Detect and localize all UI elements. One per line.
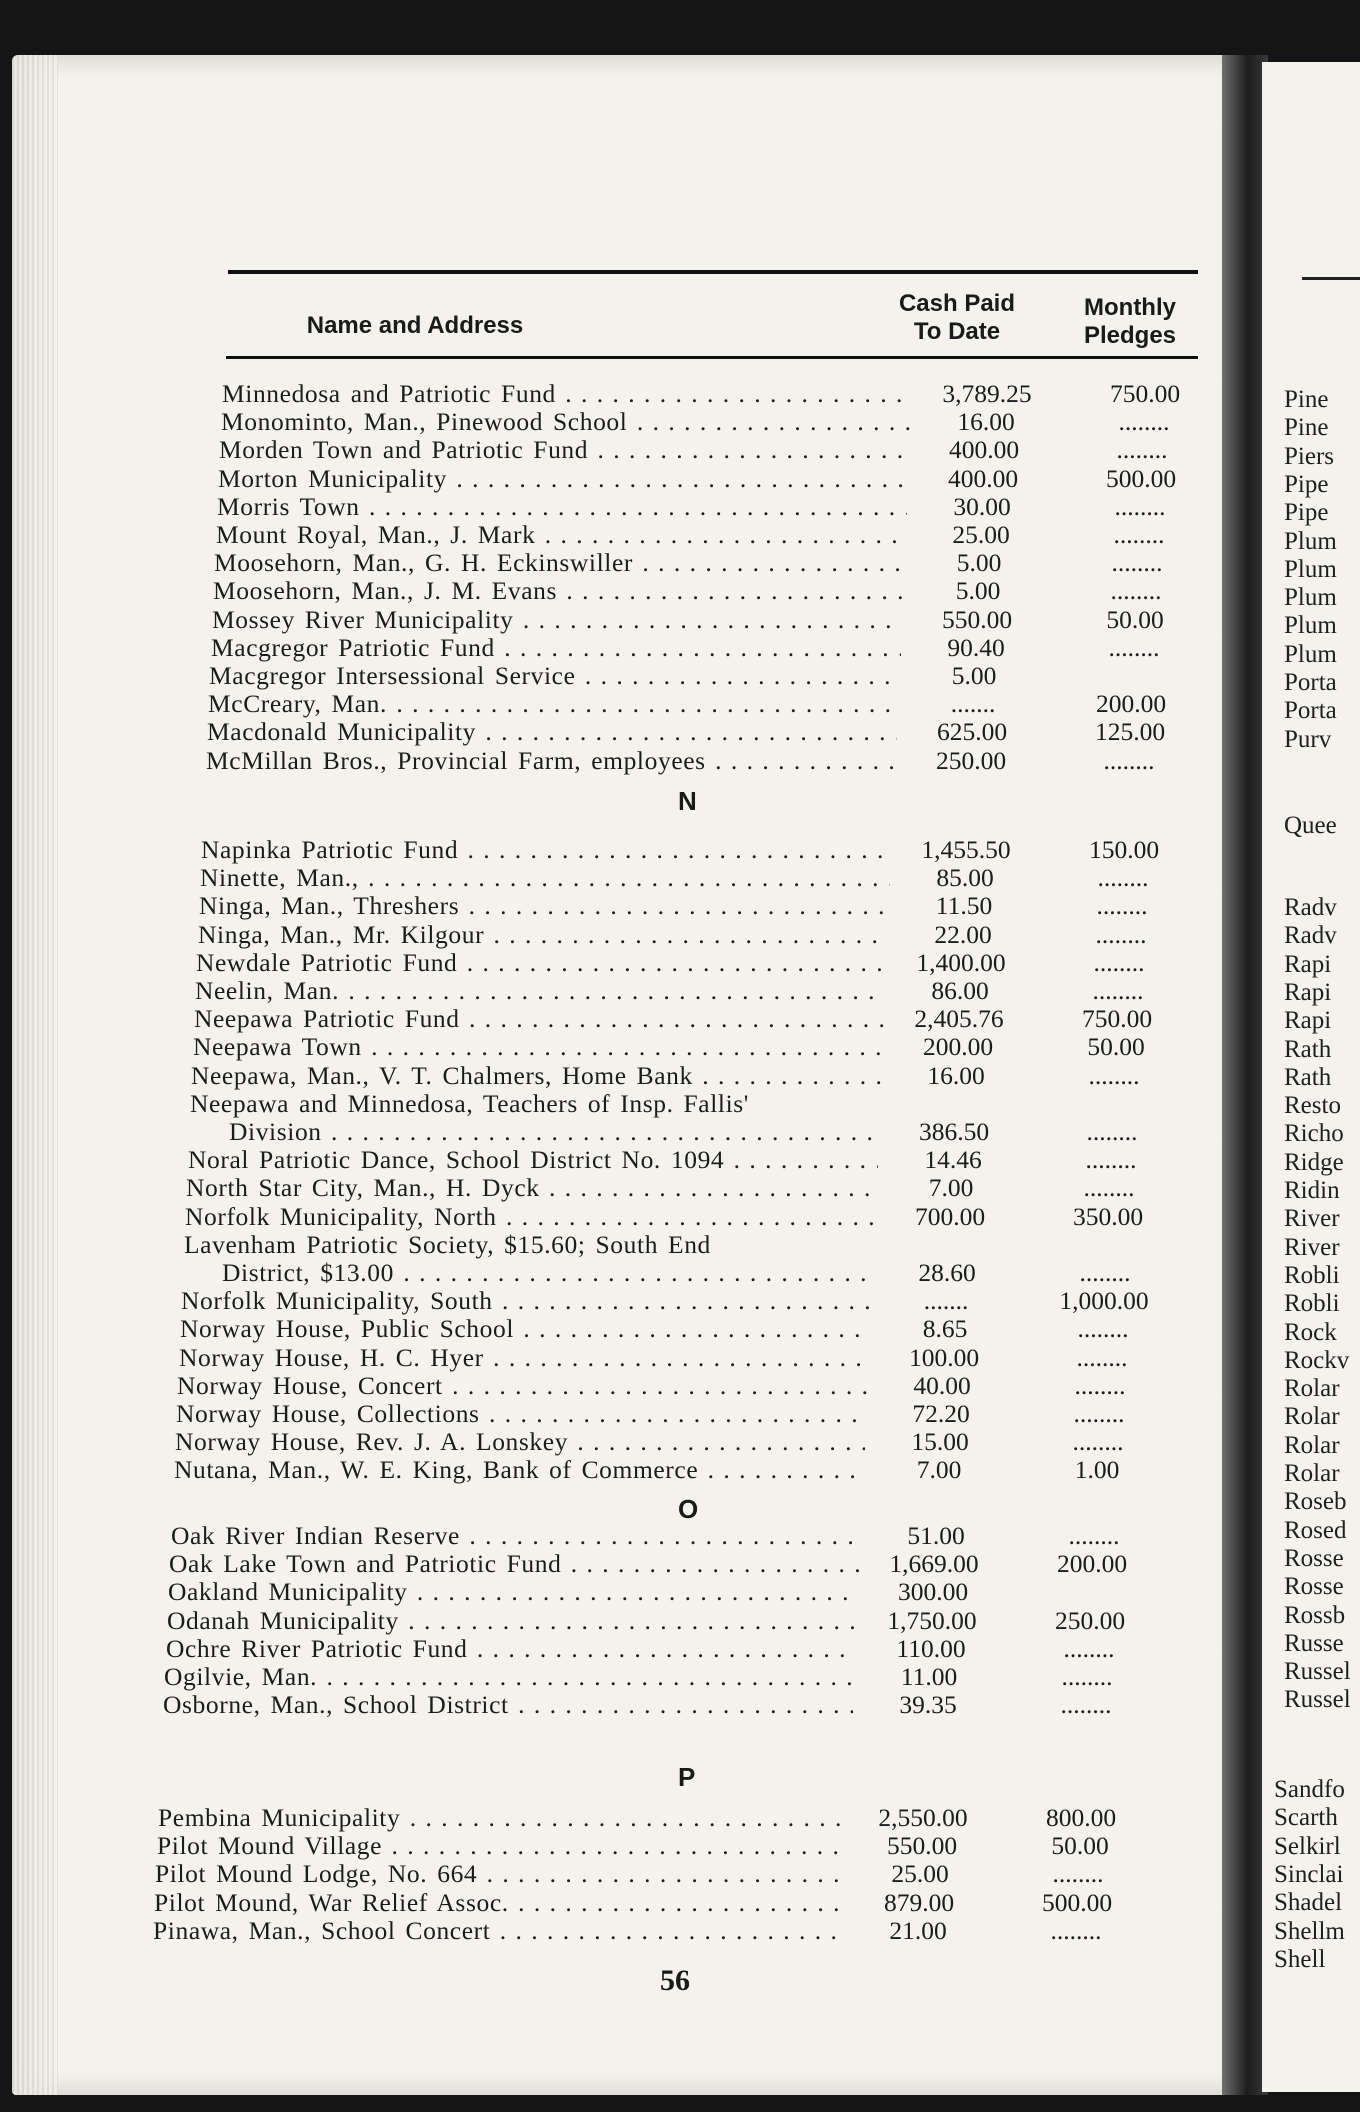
- entry-name: Division . . .: [229, 1118, 879, 1146]
- entry-monthly-pledge: 350.00: [1072, 1201, 1144, 1231]
- next-page-entry-fragment: Rath: [1284, 1035, 1332, 1063]
- table-row: [184, 1231, 1174, 1261]
- next-page-entry-fragment: Rapi: [1284, 950, 1332, 978]
- table-row: [186, 1174, 1176, 1204]
- entry-cash-paid: 2,405.76: [914, 1004, 1004, 1034]
- entry-name: Ninga, Man., Threshers . . .: [199, 892, 889, 920]
- table-row: [190, 1090, 1180, 1120]
- table-row: [158, 1804, 1148, 1834]
- table-row: [163, 1691, 1153, 1721]
- header-cash-column: Cash Paid To Date: [898, 290, 1016, 345]
- entry-cash-paid: 25.00: [891, 1859, 949, 1889]
- entry-monthly-pledge: ........: [1086, 1117, 1138, 1146]
- entry-cash-paid: 1,400.00: [916, 947, 1006, 977]
- entry-monthly-pledge: ........: [1052, 1859, 1104, 1889]
- entry-name: Moosehorn, Man., J. M. Evans . . .: [213, 577, 903, 605]
- entry-monthly-pledge: ........: [1079, 1258, 1131, 1287]
- entry-name: Neepawa, Man., V. T. Chalmers, Home Bank . . .: [191, 1062, 881, 1090]
- entry-name: Macgregor Intersessional Service . . .: [209, 662, 899, 690]
- next-page-entry-fragment: Rolar: [1284, 1403, 1340, 1431]
- entry-monthly-pledge: ........: [1116, 435, 1168, 465]
- table-row: [222, 380, 1212, 410]
- table-row: [213, 577, 1203, 607]
- entry-name: Morris Town . . .: [217, 493, 907, 521]
- next-page-entry-fragment: Porta: [1284, 669, 1337, 696]
- table-row: [188, 1146, 1178, 1176]
- entry-cash-paid: 300.00: [897, 1577, 969, 1607]
- entry-monthly-pledge: ........: [1077, 1314, 1129, 1344]
- entry-cash-paid: 51.00: [907, 1521, 965, 1550]
- entry-name: Morton Municipality . . .: [218, 465, 908, 493]
- entry-monthly-pledge: 1.00: [1074, 1455, 1120, 1485]
- next-page-entry-fragment: Plum: [1284, 612, 1337, 640]
- table-row: [171, 1522, 1161, 1552]
- entry-monthly-pledge: 750.00: [1109, 379, 1181, 408]
- entry-cash-paid: 16.00: [927, 1060, 985, 1090]
- entry-name: Macdonald Municipality . . .: [207, 718, 897, 746]
- entry-cash-paid: 7.00: [916, 1455, 962, 1485]
- entry-monthly-pledge: ........: [1073, 1399, 1125, 1428]
- table-row: [198, 921, 1188, 951]
- table-row: [180, 1315, 1170, 1345]
- table-row: [191, 1062, 1181, 1092]
- page-edge: [12, 55, 58, 2095]
- entry-name: Norway House, Public School . . .: [180, 1315, 870, 1343]
- next-page-entry-fragment: River: [1284, 1205, 1340, 1233]
- entry-name: North Star City, Man., H. Dyck . . .: [186, 1174, 876, 1202]
- next-page-entry-fragment: Rath: [1284, 1063, 1332, 1091]
- table-row: [185, 1203, 1175, 1233]
- header-name-column: Name and Address: [306, 312, 524, 339]
- next-page-entry-fragment: Rapi: [1284, 978, 1332, 1006]
- next-page-entry-fragment: Shadel: [1274, 1889, 1343, 1917]
- table-row: [196, 949, 1186, 979]
- entry-monthly-pledge: ........: [1111, 548, 1163, 578]
- entry-monthly-pledge: ........: [1113, 520, 1165, 549]
- entry-cash-paid: 250.00: [935, 745, 1007, 775]
- entry-monthly-pledge: ........: [1095, 919, 1147, 949]
- header-top-rule: [228, 270, 1198, 274]
- entry-monthly-pledge: ........: [1085, 1145, 1137, 1175]
- next-page-entry-fragment: Rolar: [1284, 1431, 1340, 1459]
- next-page-entry-fragment: Robli: [1284, 1261, 1340, 1289]
- table-row: [157, 1832, 1147, 1862]
- entry-name: Ochre River Patriotic Fund . . .: [166, 1635, 856, 1663]
- entry-monthly-pledge: ........: [1076, 1342, 1128, 1372]
- table-row: [176, 1400, 1166, 1430]
- table-row: [209, 662, 1199, 692]
- table-row: [177, 1372, 1167, 1402]
- entry-name: Noral Patriotic Dance, School District No. 1094 . . .: [188, 1146, 878, 1174]
- entry-cash-paid: 1,455.50: [921, 835, 1011, 864]
- next-page-entry-fragment: Scarth: [1274, 1804, 1338, 1832]
- entry-cash-paid: 90.40: [947, 632, 1005, 662]
- entry-monthly-pledge: ........: [1074, 1370, 1126, 1400]
- entry-name: Ninette, Man., . . .: [200, 864, 890, 892]
- page-number: 56: [660, 1964, 690, 1997]
- entry-cash-paid: .......: [950, 689, 996, 719]
- entry-monthly-pledge: ........: [1096, 891, 1148, 921]
- table-row: [216, 521, 1206, 551]
- next-page-entry-fragment: Shell: [1274, 1945, 1326, 1973]
- entry-monthly-pledge: ........: [1068, 1521, 1120, 1550]
- next-page-entry-fragment: Rosed: [1284, 1516, 1347, 1544]
- header-pledge-column: Monthly Pledges: [1083, 294, 1177, 349]
- entry-monthly-pledge: 800.00: [1045, 1803, 1117, 1832]
- entry-cash-paid: 28.60: [918, 1258, 976, 1287]
- next-page-entry-fragment: Plum: [1284, 527, 1337, 555]
- entry-cash-paid: 5.00: [951, 661, 997, 690]
- next-page-entry-fragment: Ridge: [1284, 1148, 1344, 1176]
- entry-cash-paid: 1,750.00: [887, 1605, 977, 1635]
- next-page-entry-fragment: River: [1284, 1233, 1340, 1261]
- entry-name: Neepawa and Minnedosa, Teachers of Insp. Fallis': [190, 1089, 749, 1118]
- entry-name: Ninga, Man., Mr. Kilgour . . .: [198, 921, 888, 949]
- entry-monthly-pledge: ........: [1088, 1060, 1140, 1090]
- table-row: [218, 465, 1208, 495]
- next-page-entry-fragment: Rapi: [1284, 1007, 1332, 1035]
- entry-name: Napinka Patriotic Fund . . .: [201, 836, 891, 864]
- section-letter-o: O: [678, 1494, 699, 1524]
- entry-monthly-pledge: ........: [1110, 576, 1162, 606]
- entry-name: Nutana, Man., W. E. King, Bank of Commerce . . .: [174, 1456, 864, 1484]
- entry-cash-paid: 22.00: [934, 919, 992, 949]
- entry-cash-paid: 7.00: [928, 1173, 974, 1203]
- entry-cash-paid: 400.00: [947, 463, 1019, 493]
- entry-name: Macgregor Patriotic Fund . . .: [211, 634, 901, 662]
- entry-monthly-pledge: ........: [1114, 491, 1166, 521]
- table-row: [174, 1456, 1164, 1486]
- entry-cash-paid: 550.00: [886, 1831, 958, 1861]
- next-page-entry-fragment: Russel: [1284, 1658, 1351, 1686]
- entry-name: District, $13.00 . . .: [222, 1259, 872, 1287]
- entry-name: Pilot Mound Lodge, No. 664 . . .: [155, 1860, 845, 1888]
- table-row: [214, 549, 1204, 579]
- entry-cash-paid: 8.65: [922, 1314, 968, 1344]
- table-row: [168, 1578, 1158, 1608]
- entry-cash-paid: 550.00: [941, 604, 1013, 634]
- entry-name: Oak River Indian Reserve . . .: [171, 1522, 861, 1550]
- entry-name: Neelin, Man. . . .: [195, 977, 885, 1005]
- entry-monthly-pledge: ........: [1093, 947, 1145, 977]
- entry-cash-paid: 15.00: [911, 1427, 969, 1457]
- table-row: [208, 690, 1198, 720]
- next-page-entry-fragment: Pipe: [1284, 470, 1329, 498]
- entry-cash-paid: 625.00: [936, 717, 1008, 747]
- entry-monthly-pledge: 200.00: [1095, 689, 1167, 719]
- table-row: [207, 718, 1197, 748]
- entry-name: Norway House, Rev. J. A. Lonskey . . .: [175, 1428, 865, 1456]
- entry-name: Neepawa Town . . .: [193, 1033, 883, 1061]
- entry-name: Norway House, Collections . . .: [176, 1400, 866, 1428]
- next-page-entry-fragment: Selkirl: [1274, 1832, 1341, 1860]
- entry-cash-paid: 86.00: [931, 976, 989, 1005]
- next-page-entry-fragment: Shellm: [1274, 1917, 1345, 1945]
- entry-monthly-pledge: ........: [1092, 976, 1144, 1005]
- entry-cash-paid: 2,550.00: [878, 1803, 968, 1832]
- entry-name: Mossey River Municipality . . .: [212, 606, 902, 634]
- table-row: [219, 436, 1209, 466]
- entry-name: Norfolk Municipality, South . . .: [181, 1287, 871, 1315]
- next-page-entry-fragment: Plum: [1284, 584, 1337, 612]
- table-row: [200, 864, 1190, 894]
- entry-monthly-pledge: 500.00: [1041, 1887, 1113, 1917]
- table-row: [212, 606, 1202, 636]
- next-page-entry-fragment: Piers: [1284, 442, 1334, 470]
- entry-cash-paid: 72.20: [912, 1399, 970, 1428]
- entry-cash-paid: 85.00: [936, 863, 994, 893]
- table-row: [194, 1005, 1184, 1035]
- entry-name: Pembina Municipality . . .: [158, 1804, 848, 1832]
- entry-monthly-pledge: ........: [1061, 1662, 1113, 1691]
- entry-monthly-pledge: 50.00: [1106, 604, 1164, 634]
- entry-monthly-pledge: 750.00: [1081, 1004, 1153, 1034]
- table-row: [175, 1428, 1165, 1458]
- table-row: [153, 1917, 1143, 1947]
- entry-name: Monominto, Man., Pinewood School . . .: [221, 408, 911, 436]
- entry-cash-paid: 200.00: [922, 1032, 994, 1062]
- table-row: [206, 747, 1196, 777]
- next-page-entry-fragment: Plum: [1284, 640, 1337, 668]
- table-row: [169, 1550, 1159, 1580]
- entry-cash-paid: 30.00: [953, 491, 1011, 521]
- entry-cash-paid: 21.00: [889, 1915, 947, 1945]
- table-row: [154, 1889, 1144, 1919]
- table-row: [211, 634, 1201, 664]
- entry-name: Neepawa Patriotic Fund . . .: [194, 1005, 884, 1033]
- table-row: [217, 493, 1207, 523]
- entry-name: Morden Town and Patriotic Fund . . .: [219, 436, 909, 464]
- next-page-entry-fragment: Richo: [1284, 1120, 1344, 1148]
- entry-monthly-pledge: 125.00: [1094, 717, 1166, 747]
- entry-name: Pilot Mound, War Relief Assoc. . . .: [154, 1889, 844, 1917]
- entry-name: Norfolk Municipality, North . . .: [185, 1203, 875, 1231]
- section-letter-p: P: [678, 1762, 696, 1792]
- entry-name: Lavenham Patriotic Society, $15.60; South End: [184, 1230, 711, 1259]
- next-page-rule: [1302, 277, 1360, 280]
- entry-name: Newdale Patriotic Fund . . .: [196, 949, 886, 977]
- entry-cash-paid: 14.46: [924, 1145, 982, 1175]
- entry-name: Oakland Municipality . . .: [168, 1578, 858, 1606]
- entry-cash-paid: 400.00: [948, 435, 1020, 465]
- table-row: [195, 977, 1185, 1007]
- entry-monthly-pledge: ........: [1083, 1173, 1135, 1203]
- entry-cash-paid: 11.00: [900, 1662, 958, 1691]
- entry-name: Oak Lake Town and Patriotic Fund . . .: [169, 1550, 859, 1578]
- next-page-entry-fragment: Rolar: [1284, 1375, 1340, 1403]
- entry-name: Mount Royal, Man., J. Mark . . .: [216, 521, 906, 549]
- entry-monthly-pledge: ........: [1050, 1915, 1102, 1945]
- header-bottom-rule: [226, 356, 1198, 359]
- entry-name: Pinawa, Man., School Concert . . .: [153, 1917, 843, 1945]
- entry-name: Ogilvie, Man. . . .: [164, 1663, 854, 1691]
- entry-cash-paid: 700.00: [914, 1201, 986, 1231]
- table-row: [201, 836, 1191, 866]
- entry-monthly-pledge: ........: [1063, 1633, 1115, 1663]
- next-page-entry-fragment: Russe: [1284, 1629, 1344, 1657]
- next-page-entry-fragment: Pine: [1284, 386, 1329, 413]
- next-page-entry-fragment: Purv: [1284, 725, 1332, 753]
- entry-cash-paid: 3,789.25: [942, 379, 1032, 408]
- entry-monthly-pledge: ........: [1118, 407, 1170, 437]
- entry-monthly-pledge: ........: [1097, 863, 1149, 893]
- next-page-entry-fragment: Pine: [1284, 414, 1329, 442]
- entry-name: Norway House, H. C. Hyer . . .: [179, 1344, 869, 1372]
- entry-monthly-pledge: ........: [1060, 1690, 1112, 1720]
- entry-name: Moosehorn, Man., G. H. Eckinswiller . . .: [214, 549, 904, 577]
- table-row: [179, 1344, 1169, 1374]
- table-row: [189, 1118, 1179, 1148]
- entry-name: Norway House, Concert . . .: [177, 1372, 867, 1400]
- entry-monthly-pledge: 500.00: [1105, 463, 1177, 493]
- next-page-entry-fragment: Rossb: [1284, 1601, 1346, 1629]
- entry-cash-paid: 16.00: [957, 407, 1015, 437]
- entry-monthly-pledge: 1,000.00: [1059, 1286, 1149, 1316]
- next-page-entry-fragment: Sandfo: [1274, 1776, 1345, 1803]
- entry-name: Pilot Mound Village . . .: [157, 1832, 847, 1860]
- entry-cash-paid: 5.00: [956, 548, 1002, 578]
- next-page-entry-fragment: Radv: [1284, 922, 1337, 950]
- entry-monthly-pledge: 150.00: [1088, 835, 1160, 864]
- entry-cash-paid: 110.00: [896, 1633, 966, 1663]
- entry-monthly-pledge: ........: [1108, 632, 1160, 662]
- next-page-entry-fragment: Sinclai: [1274, 1860, 1344, 1888]
- entry-cash-paid: 879.00: [883, 1887, 955, 1917]
- next-page-entry-fragment: Resto: [1284, 1092, 1341, 1120]
- entry-name: Osborne, Man., School District . . .: [163, 1691, 853, 1719]
- entry-monthly-pledge: ........: [1072, 1427, 1124, 1457]
- entry-monthly-pledge: ........: [1103, 745, 1155, 775]
- entry-cash-paid: 1,669.00: [889, 1549, 979, 1579]
- entry-cash-paid: 11.50: [935, 891, 993, 921]
- entry-name: Odanah Municipality . . .: [167, 1607, 857, 1635]
- entry-cash-paid: 5.00: [955, 576, 1001, 606]
- entry-monthly-pledge: 200.00: [1056, 1549, 1128, 1579]
- next-page-entry-fragment: Radv: [1284, 894, 1337, 921]
- table-row: [199, 892, 1189, 922]
- entry-cash-paid: .......: [923, 1286, 969, 1316]
- entry-monthly-pledge: 50.00: [1087, 1032, 1145, 1062]
- entry-monthly-pledge: 50.00: [1051, 1831, 1109, 1861]
- table-row: [166, 1635, 1156, 1665]
- table-row: [181, 1287, 1171, 1317]
- table-row: [193, 1033, 1183, 1063]
- next-page-entry-fragment: Rockv: [1284, 1346, 1350, 1374]
- next-page-entry-fragment: Russel: [1284, 1686, 1351, 1714]
- next-page-entry-fragment: Plum: [1284, 555, 1337, 583]
- entry-name: McCreary, Man. . . .: [208, 690, 898, 718]
- entry-name: Minnedosa and Patriotic Fund . . .: [222, 380, 912, 408]
- entry-cash-paid: 25.00: [952, 520, 1010, 549]
- table-row: [167, 1607, 1157, 1637]
- entry-monthly-pledge: 250.00: [1054, 1605, 1126, 1635]
- next-page-entry-fragment: Pipe: [1284, 499, 1329, 527]
- next-page-entry-fragment: Porta: [1284, 697, 1337, 725]
- entry-name: McMillan Bros., Provincial Farm, employees . . .: [206, 747, 896, 775]
- next-page-entry-fragment: Rosse: [1284, 1544, 1344, 1572]
- table-row: [164, 1663, 1154, 1693]
- next-page-edge: [1262, 62, 1360, 2092]
- entry-cash-paid: 40.00: [913, 1370, 971, 1400]
- next-page-entry-fragment: Roseb: [1284, 1488, 1347, 1516]
- entry-cash-paid: 39.35: [899, 1690, 957, 1720]
- entry-cash-paid: 386.50: [918, 1117, 990, 1146]
- next-page-entry-fragment: Rock: [1284, 1318, 1337, 1346]
- entry-cash-paid: 100.00: [908, 1342, 980, 1372]
- next-page-entry-fragment: Robli: [1284, 1290, 1340, 1318]
- next-page-entry-fragment: Rosse: [1284, 1573, 1344, 1601]
- table-row: [221, 408, 1211, 438]
- section-letter-n: N: [678, 786, 697, 816]
- next-page-entry-fragment: Rolar: [1284, 1460, 1340, 1487]
- next-page-entry-fragment: Quee: [1284, 812, 1337, 839]
- table-row: [182, 1259, 1172, 1289]
- table-row: [155, 1860, 1145, 1890]
- next-page-entry-fragment: Ridin: [1284, 1177, 1340, 1204]
